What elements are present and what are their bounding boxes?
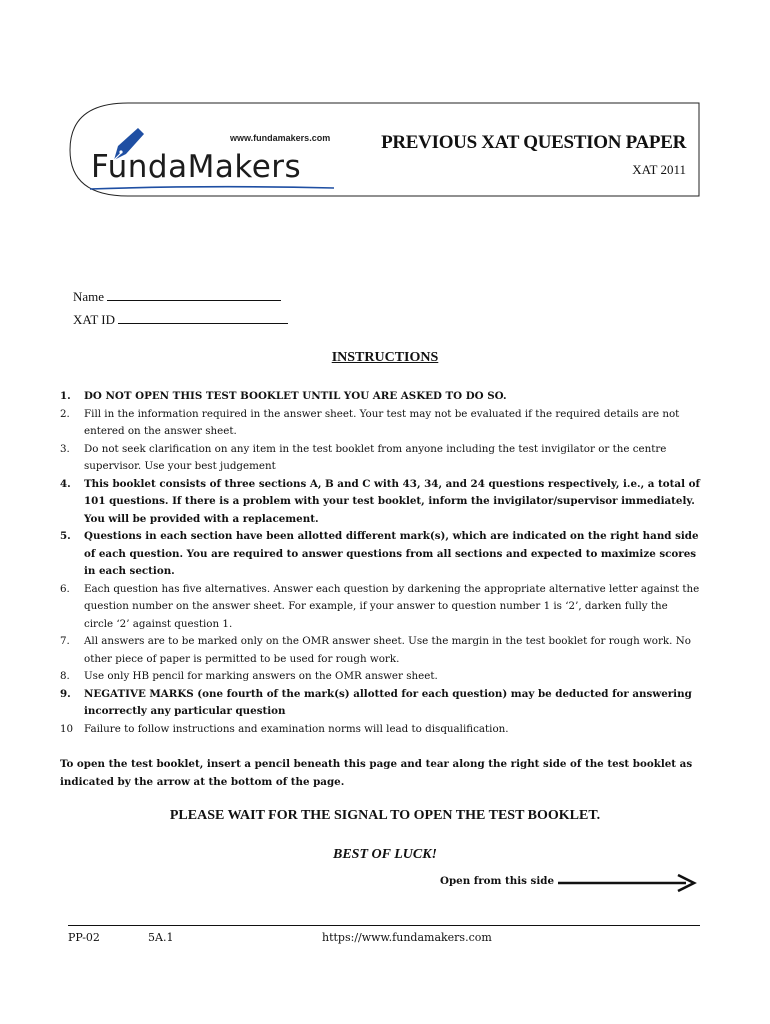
instruction-item <box>60 406 700 441</box>
footer-divider <box>68 925 700 926</box>
instruction-item <box>60 441 700 476</box>
instruction-item <box>60 388 700 406</box>
xat-id-field <box>73 311 288 328</box>
instruction-number: 4. <box>60 477 71 490</box>
tear-note: To open the test booklet, insert a pencil beneath this page and tear along the right side of the test booklet as indicated by the arrow at the bottom of the page. <box>60 758 693 788</box>
instruction-text: This booklet consists of three sections A, B and C with 43, 34, and 24 questions respectively, i.e., a total of 101 questions. If there is a problem with your test booklet, inform the invigilator/supervisor immediately. You will be provided with a replacement. <box>84 477 700 525</box>
instruction-number: 6. <box>60 582 70 595</box>
instruction-item <box>60 721 700 739</box>
instruction-number: 1. <box>60 390 71 402</box>
name-line <box>107 288 281 301</box>
footer-url: https://www.fundamakers.com <box>322 931 492 944</box>
instruction-number: 8. <box>60 670 70 682</box>
instruction-number: 10 <box>60 722 74 735</box>
instruction-number: 9. <box>60 687 71 700</box>
instruction-item <box>60 581 700 634</box>
footer-code: PP-02 <box>68 931 100 944</box>
instruction-text: Questions in each section have been allotted different mark(s), which are indicated on the right hand side of each question. You are required to answer questions from all sections and expected to maximize scores in each section. <box>84 530 699 577</box>
instruction-text: All answers are to be marked only on the OMR answer sheet. Use the margin in the test booklet for rough work. No other piece of paper is permitted to be used for rough work. <box>84 635 691 665</box>
instruction-text: Use only HB pencil for marking answers on the OMR answer sheet. <box>84 670 438 682</box>
instruction-item <box>60 528 700 581</box>
xat-id-label: XAT ID <box>73 312 116 327</box>
arrow-right-icon <box>556 872 698 894</box>
instruction-number: 2. <box>60 407 70 420</box>
instructions-list <box>60 388 700 738</box>
instruction-item <box>60 476 700 529</box>
instruction-text: NEGATIVE MARKS (one fourth of the mark(s) allotted for each question) may be deducted for answering incorrectly any particular question <box>84 687 692 717</box>
instruction-text: Fill in the information required in the answer sheet. Your test may not be evaluated if the required details are not entered on the answer sheet. <box>84 407 680 437</box>
footer-version: 5A.1 <box>148 931 174 944</box>
xat-id-line <box>118 311 288 324</box>
name-label: Name <box>73 289 105 304</box>
instruction-number: 7. <box>60 635 70 647</box>
logo-wordmark: FundaMakers <box>91 149 302 185</box>
document-subtitle: XAT 2011 <box>632 162 686 177</box>
instructions-heading: INSTRUCTIONS <box>331 350 439 365</box>
logo-url: www.fundamakers.com <box>230 133 331 143</box>
name-field <box>73 288 281 305</box>
instruction-item <box>60 633 700 668</box>
document-header <box>68 102 700 197</box>
instruction-item <box>60 686 700 721</box>
logo-swoosh <box>88 184 338 192</box>
instruction-item <box>60 668 700 686</box>
instruction-text: Each question has five alternatives. Answer each question by darkening the appropriate alternative letter against the question number on the answer sheet. For example, if your answer to question number 1 is ‘2’, darken fully the circle ‘2’ against question 1. <box>84 582 700 630</box>
document-title: PREVIOUS XAT QUESTION PAPER <box>381 132 686 153</box>
instruction-text: Do not seek clarification on any item in the test booklet from anyone including the test invigilator or the centre supervisor. Use your best judgement <box>84 442 667 472</box>
best-of-luck: BEST OF LUCK! <box>333 847 437 862</box>
instruction-number: 5. <box>60 530 71 542</box>
instruction-text: Failure to follow instructions and examination norms will lead to disqualification. <box>84 722 509 735</box>
instruction-text: DO NOT OPEN THIS TEST BOOKLET UNTIL YOU ARE ASKED TO DO SO. <box>84 390 507 402</box>
open-side-label: Open from this side <box>440 875 554 887</box>
instruction-number: 3. <box>60 442 70 455</box>
signal-notice: PLEASE WAIT FOR THE SIGNAL TO OPEN THE TEST BOOKLET. <box>169 808 601 823</box>
